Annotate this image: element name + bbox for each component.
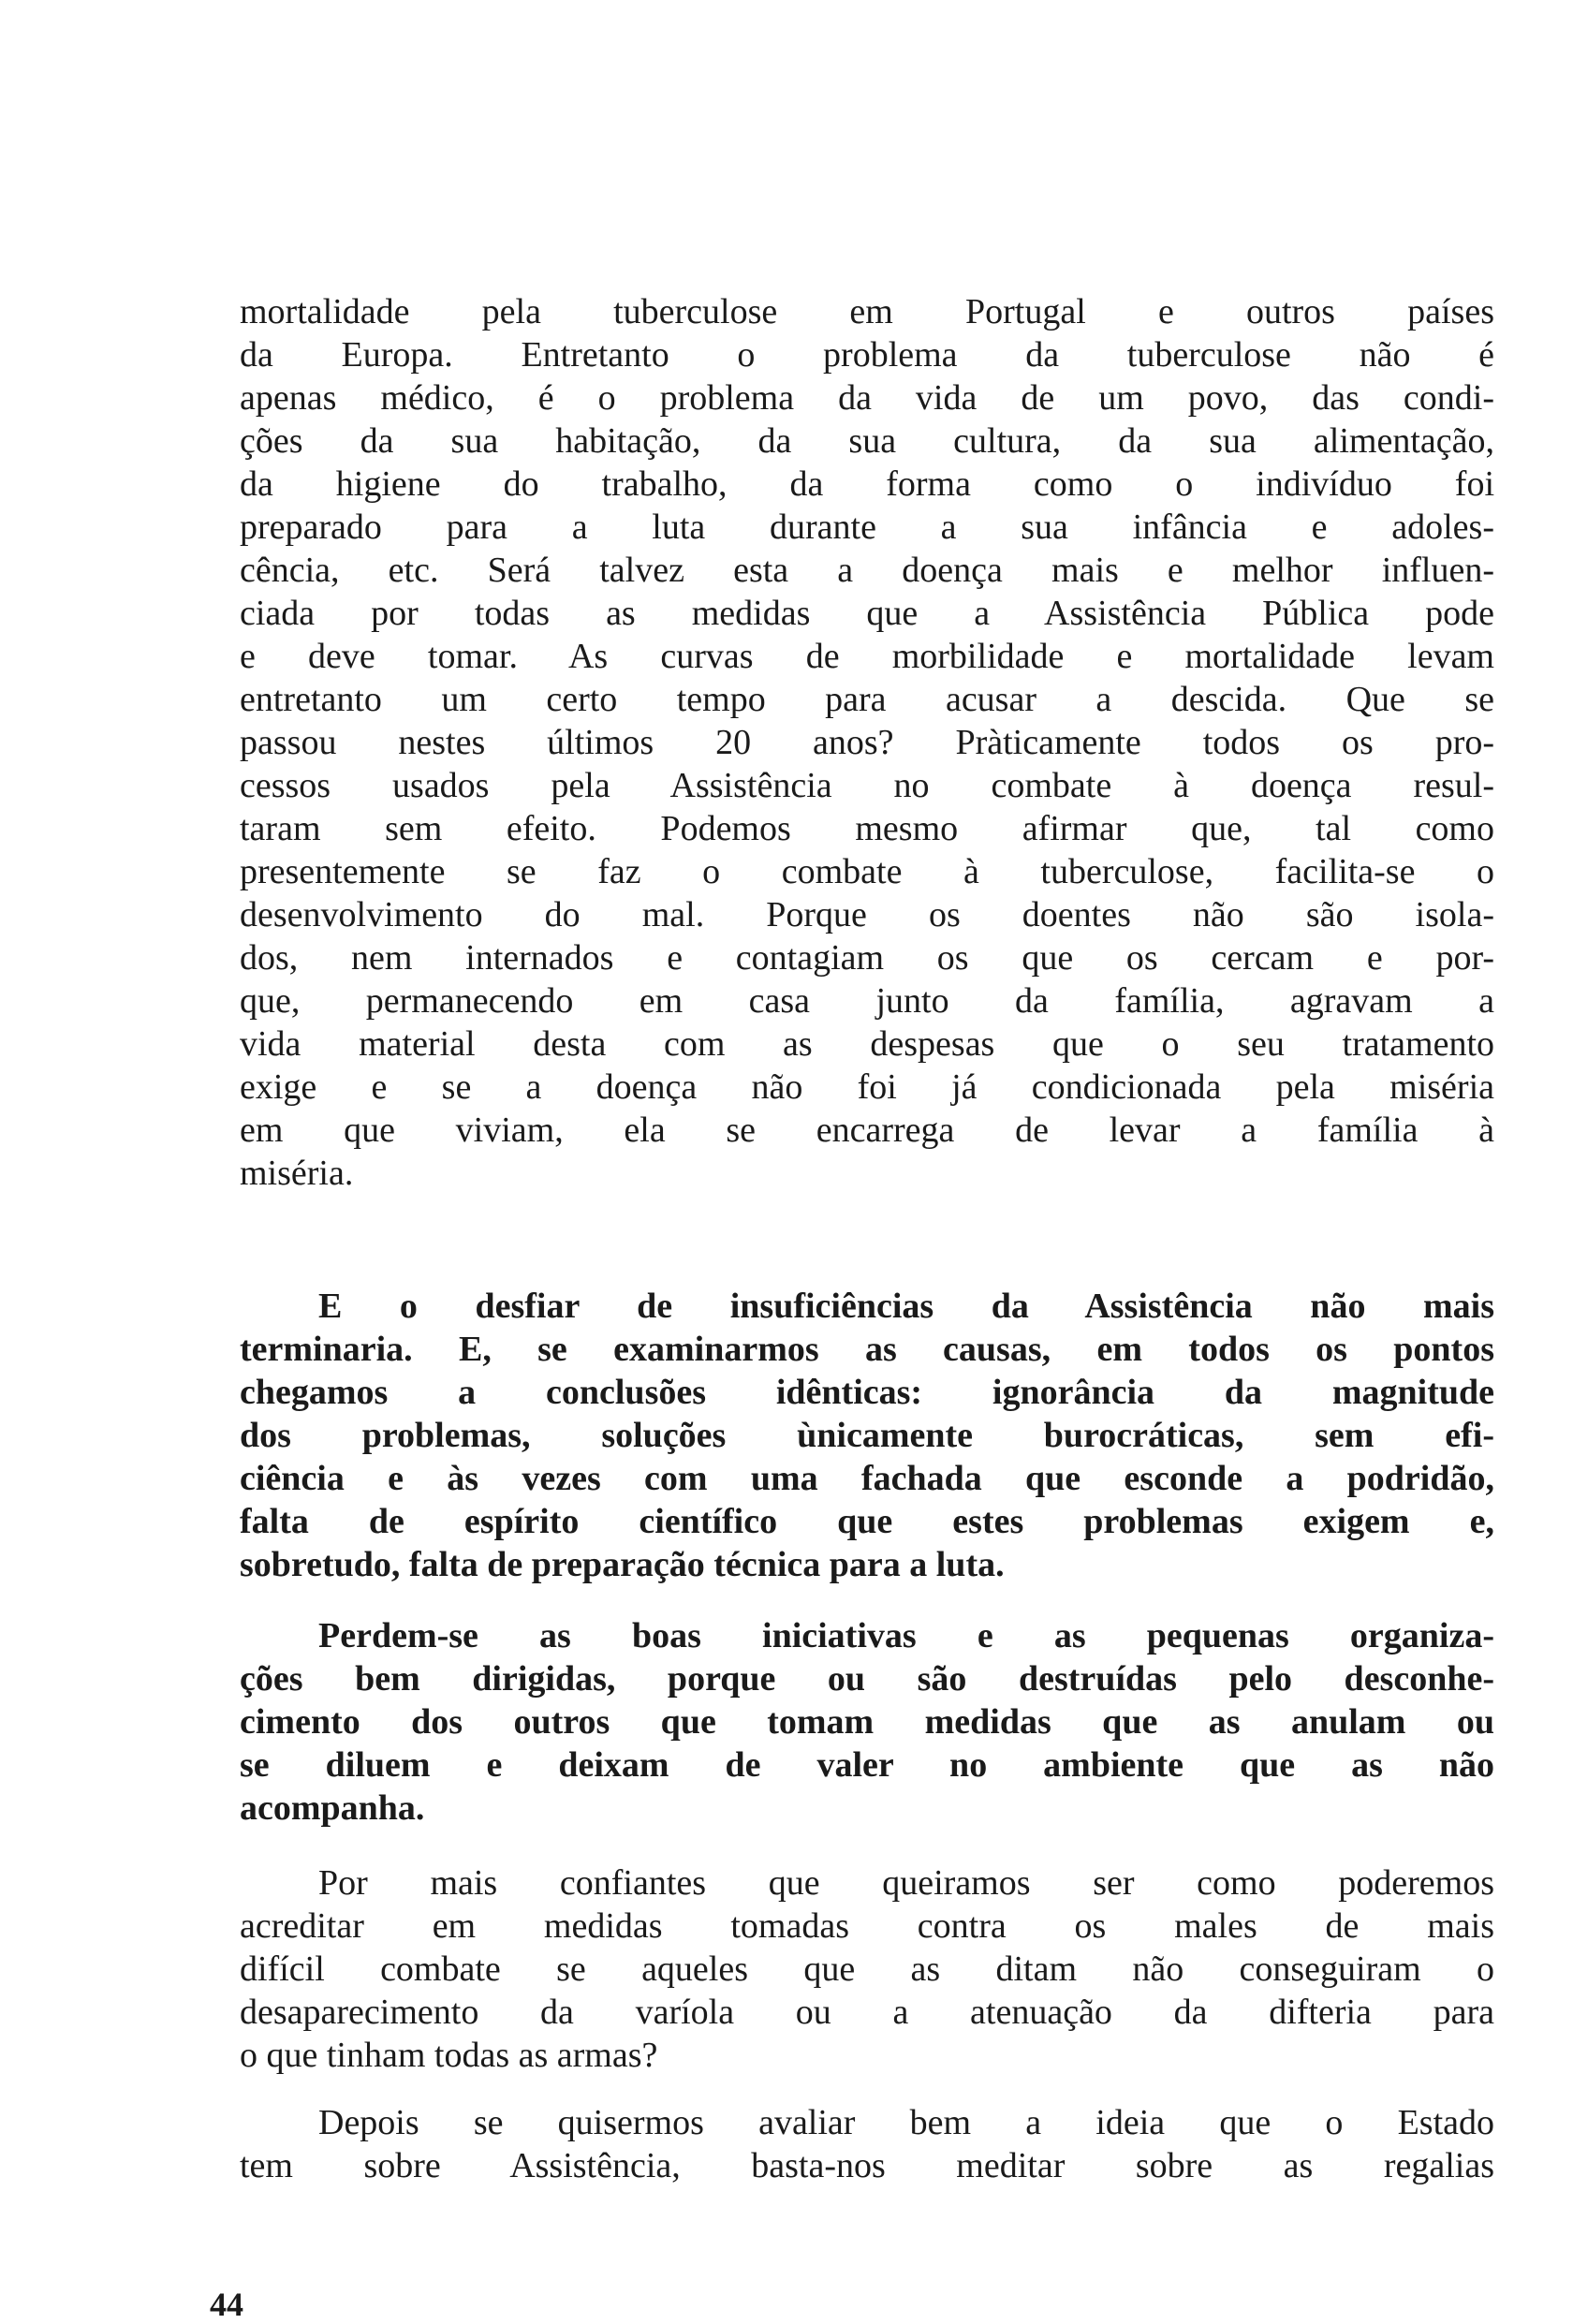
text-line: sobretudo, falta de preparação técnica para a luta. <box>240 1545 1005 1584</box>
text-line: preparado para a luta durante a sua infância e adoles- <box>240 507 1494 547</box>
text-line: mortalidade pela tuberculose em Portugal e outros países <box>240 292 1494 331</box>
text-line: taram sem efeito. Podemos mesmo afirmar que, tal como <box>240 809 1494 848</box>
text-line: cimento dos outros que tomam medidas que as anulam ou <box>240 1702 1494 1742</box>
paragraph-state-assistance <box>240 2101 1494 2187</box>
text-line: apenas médico, é o problema da vida de um povo, das condi- <box>240 378 1494 418</box>
text-line: chegamos a conclusões idênticas: ignorância da magnitude <box>240 1373 1494 1412</box>
text-line: Depois se quisermos avaliar bem a ideia que o Estado <box>318 2103 1494 2142</box>
text-line: difícil combate se aqueles que as ditam não conseguiram o <box>240 1949 1494 1989</box>
text-line: miséria. <box>240 1154 354 1193</box>
text-line: desenvolvimento do mal. Porque os doentes não são isola- <box>240 895 1494 934</box>
text-line: ções bem dirigidas, porque ou são destruídas pelo desconhe- <box>240 1659 1494 1699</box>
text-line: falta de espírito científico que estes problemas exigem e, <box>240 1502 1494 1541</box>
text-line: dos, nem internados e contagiam os que os cercam e por- <box>240 938 1494 978</box>
text-line: e deve tomar. As curvas de morbilidade e mortalidade levam <box>240 637 1494 676</box>
text-line: ciência e às vezes com uma fachada que esconde a podridão, <box>240 1459 1494 1498</box>
paragraph-initiatives <box>240 1614 1494 1830</box>
text-line: E o desfiar de insuficiências da Assistência não mais <box>318 1287 1494 1326</box>
paragraph-insufficiencies <box>240 1285 1494 1586</box>
text-line: cessos usados pela Assistência no combate à doença resul- <box>240 766 1494 805</box>
text-line: cência, etc. Será talvez esta a doença mais e melhor influen- <box>240 551 1494 590</box>
text-line: desaparecimento da varíola ou a atenuação da difteria para <box>240 1993 1494 2032</box>
text-line: acreditar em medidas tomadas contra os males de mais <box>240 1906 1494 1946</box>
text-line: presentemente se faz o combate à tuberculose, facilita-se o <box>240 852 1494 891</box>
text-line: dos problemas, soluções ùnicamente burocráticas, sem efi- <box>240 1416 1494 1455</box>
page-number: 44 <box>210 2286 243 2323</box>
text-line: da higiene do trabalho, da forma como o indivíduo foi <box>240 464 1494 504</box>
text-line: passou nestes últimos 20 anos? Pràticamente todos os pro- <box>240 723 1494 762</box>
text-line: vida material desta com as despesas que o seu tratamento <box>240 1024 1494 1064</box>
paragraph-confidence <box>240 1861 1494 2077</box>
text-line: em que viviam, ela se encarrega de levar a família à <box>240 1111 1494 1150</box>
text-line: da Europa. Entretanto o problema da tuberculose não é <box>240 335 1494 375</box>
text-line: entretanto um certo tempo para acusar a descida. Que se <box>240 680 1494 719</box>
text-line: tem sobre Assistência, basta-nos meditar sobre as regalias <box>240 2146 1494 2185</box>
text-line: Perdem-se as boas iniciativas e as pequenas organiza- <box>318 1616 1494 1655</box>
text-line: que, permanecendo em casa junto da família, agravam a <box>240 981 1494 1021</box>
paragraph-tuberculosis <box>240 290 1494 1195</box>
text-line: Por mais confiantes que queiramos ser como poderemos <box>318 1863 1494 1903</box>
text-line: acompanha. <box>240 1788 425 1828</box>
text-line: ciada por todas as medidas que a Assistência Pública pode <box>240 594 1494 633</box>
text-line: ções da sua habitação, da sua cultura, da sua alimentação, <box>240 421 1494 461</box>
text-line: terminaria. E, se examinarmos as causas, em todos os pontos <box>240 1330 1494 1369</box>
text-line: se diluem e deixam de valer no ambiente que as não <box>240 1745 1494 1785</box>
text-line: o que tinham todas as armas? <box>240 2036 658 2075</box>
text-line: exige e se a doença não foi já condicionada pela miséria <box>240 1067 1494 1107</box>
